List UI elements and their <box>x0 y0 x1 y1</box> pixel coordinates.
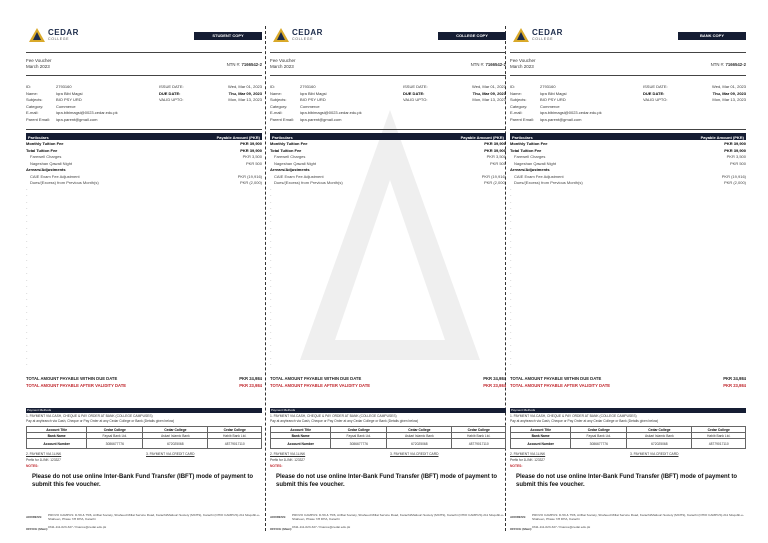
payment-header: Payment Methods <box>270 408 506 413</box>
total-after-value: PKR 23,984 <box>483 383 506 388</box>
filler-dash: - <box>26 257 28 262</box>
total-due-label: TOTAL AMOUNT PAYABLE WITHIN DUE DATE <box>270 376 362 381</box>
address: PROVO CAMPUS: D-59 & 75/6, Arifbai Society, Shaheed Millat Service Road, Karachi/Matlouri Society (MCHS), Karachi (OHIO CAMPUS) 211 Moqobb-e-Shaheen, Phase 7/8 DHA, Karachi <box>292 513 505 521</box>
total-after-label: TOTAL AMOUNT PAYABLE AFTER VALIDITY DATE <box>510 383 611 388</box>
footer: ADDRESS: PROVO CAMPUS: D-59 & 75/6, Arifbai Society, Shaheed Millat Service Road, Karachi/Matlouri Society (MCHS), Karachi (OHIO CAMPUS) 211 Moqobb-e-Shaheen, Phase 7/8 DHA, Karachi OFFICE (Main): 0311-111-023-327 / finance@cedar.edu.pk <box>510 513 745 531</box>
filler-dash: - <box>510 244 512 249</box>
filler-dash: - <box>510 192 512 197</box>
filler-dash: - <box>270 328 272 334</box>
particulars-filler <box>270 186 506 368</box>
brand-sub: COLLEGE <box>292 37 314 41</box>
voucher-header <box>510 26 746 46</box>
filler-dash: - <box>26 263 28 269</box>
payment-header: Payment Methods <box>510 408 746 413</box>
total-due-label: TOTAL AMOUNT PAYABLE WITHIN DUE DATE <box>510 376 602 381</box>
filler-dash: - <box>270 361 272 366</box>
filler-dash: - <box>270 309 272 314</box>
notes-label: NOTES: <box>270 464 283 468</box>
total-due-value: PKR 24,984 <box>239 376 262 381</box>
filler-dash: - <box>510 361 512 366</box>
particulars-row: Arrears/Adjustments <box>510 167 550 172</box>
payment-option-3: 3. PAYMENT VIA CREDIT CARD <box>390 452 439 456</box>
due-date: Thu, Mar 09, 2023 <box>228 90 262 96</box>
filler-dash: - <box>510 270 512 275</box>
filler-dash: - <box>270 354 272 360</box>
filler-dash: - <box>26 270 28 275</box>
prefix-1link: Prefix for 1LINK: 123327 <box>26 458 61 462</box>
total-due-value: PKR 24,984 <box>483 376 506 381</box>
filler-dash: - <box>510 315 512 321</box>
filler-dash: - <box>270 289 272 295</box>
particulars-row: Dues/(Excess) from Previous Month(s) PKR (2,000) <box>514 180 746 185</box>
due-date: Thu, Mar 09, 2023 <box>712 90 746 96</box>
student-info: ID: 2793160 ISSUE DATE: Wed, Mar 01, 2023 Name: Iqra Bibi Magsi DUE DATE: Thu, Mar 09, 2023 Subjects: BIO PSY URD VALID UPTO: Mon, Mar 13, 2023 Category: Commerce E-mail: iqra.bibimagsi@0023.cedar.edu.pk Parent Email: iqra.parent@gmail.com <box>270 84 506 122</box>
payment-option-1-note: Pay at anybranch via Cash, Cheque or Pay Order at any Cedar College or Bank (Details given below) <box>510 419 659 423</box>
filler-dash: - <box>510 348 512 353</box>
particulars-row: Nageshan Qawali Night PKR 500 <box>514 160 746 166</box>
brand-name: CEDAR <box>48 28 79 37</box>
filler-dash: - <box>26 198 28 204</box>
office-contact: 0311-111-023-327 / finance@cedar.edu.pk <box>292 525 351 529</box>
voucher-title-row <box>270 57 506 71</box>
voucher-header <box>26 26 262 46</box>
total-after-value: PKR 23,984 <box>239 383 262 388</box>
issue-date: Wed, Mar 01, 2023 <box>228 84 262 89</box>
ntn-number: NTN #: 7166542-2 <box>226 62 262 67</box>
filler-dash: - <box>26 276 28 282</box>
filler-dash: - <box>26 354 28 360</box>
cedar-logo-icon <box>512 27 530 45</box>
copy-divider <box>265 26 266 531</box>
particulars-table <box>270 133 506 369</box>
filler-dash: - <box>26 335 28 340</box>
bank-table: Account Title Cedar College Cedar College Cedar College Bank Name Faysal Bank Ltd. Askari Islamic Bank Habib Bank Ltd. Account Number 3086677776 672025068 48779017110 <box>270 426 506 449</box>
student-email: iqra.bibimagsi@0023.cedar.edu.pk <box>540 110 602 115</box>
student-category: Commerce <box>300 103 320 109</box>
prefix-1link: Prefix for 1LINK: 123327 <box>510 458 545 462</box>
voucher-title: Fee Voucher <box>26 58 52 63</box>
filler-dash: - <box>270 322 272 327</box>
voucher-title: Fee Voucher <box>270 58 296 63</box>
student-subjects: BIO PSY URD <box>300 97 326 102</box>
particulars-header: Particulars Payable Amount (PKR) <box>28 134 260 140</box>
office-contact: 0311-111-023-327 / finance@cedar.edu.pk <box>48 525 107 529</box>
filler-dash: - <box>270 231 272 236</box>
particulars-rows <box>26 140 262 186</box>
filler-dash: - <box>510 198 512 204</box>
copy-type-badge: STUDENT COPY <box>194 32 262 40</box>
parent-email: iqra.parent@gmail.com <box>300 116 342 122</box>
brand-sub: COLLEGE <box>532 37 554 41</box>
particulars-header: Particulars Payable Amount (PKR) <box>512 134 744 140</box>
payment-option-2: 2. PAYMENT VIA 1LINK <box>26 452 62 456</box>
particulars-row: Nageshan Qawali Night PKR 500 <box>30 160 262 166</box>
issue-date: Wed, Mar 01, 2023 <box>472 84 506 89</box>
filler-dash: - <box>26 341 28 347</box>
particulars-row: Total Tuition Fee PKR 39,900 <box>510 147 746 153</box>
filler-dash: - <box>26 361 28 366</box>
filler-dash: - <box>26 283 28 288</box>
totals <box>270 375 506 389</box>
payment-methods <box>510 408 746 489</box>
particulars-row: Farewell Charges PKR 3,500 <box>514 154 746 159</box>
particulars-row: Monthly Tuition Fee PKR 39,900 <box>26 141 262 146</box>
header-rule <box>270 52 506 53</box>
ibft-warning: Please do not use online Inter-Bank Fund Transfer (IBFT) mode of payment to submit this fee voucher. <box>516 474 738 488</box>
student-category: Commerce <box>56 103 76 109</box>
particulars-row: Farewell Charges PKR 3,500 <box>30 154 262 159</box>
particulars-filler <box>26 186 262 368</box>
payment-methods <box>26 408 262 489</box>
payment-header: Payment Methods <box>26 408 262 413</box>
filler-dash: - <box>510 218 512 223</box>
title-rule <box>270 75 506 76</box>
parent-email: iqra.parent@gmail.com <box>56 116 98 122</box>
valid-date: Mon, Mar 13, 2023 <box>472 97 506 102</box>
particulars-table <box>510 133 746 369</box>
voucher-month: March 2023 <box>26 64 50 69</box>
filler-dash: - <box>26 289 28 295</box>
filler-dash: - <box>270 296 272 301</box>
ibft-warning: Please do not use online Inter-Bank Fund Transfer (IBFT) mode of payment to submit this fee voucher. <box>276 474 498 488</box>
student-info: ID: 2793160 ISSUE DATE: Wed, Mar 01, 2023 Name: Iqra Bibi Magsi DUE DATE: Thu, Mar 09, 2023 Subjects: BIO PSY URD VALID UPTO: Mon, Mar 13, 2023 Category: Commerce E-mail: iqra.bibimagsi@0023.cedar.edu.pk Parent Email: iqra.parent@gmail.com <box>26 84 262 122</box>
valid-date: Mon, Mar 13, 2023 <box>228 97 262 102</box>
filler-dash: - <box>510 237 512 243</box>
filler-dash: - <box>510 224 512 230</box>
particulars-rows <box>510 140 746 186</box>
voucher-title: Fee Voucher <box>510 58 536 63</box>
address: PROVO CAMPUS: D-59 & 75/6, Arifbai Society, Shaheed Millat Service Road, Karachi/Matlouri Society (MCHS), Karachi (OHIO CAMPUS) 211 Moqobb-e-Shaheen, Phase 7/8 DHA, Karachi <box>48 513 261 521</box>
filler-dash: - <box>26 322 28 327</box>
filler-dash: - <box>26 211 28 217</box>
header-rule <box>26 52 262 53</box>
filler-dash: - <box>26 192 28 197</box>
student-name: Iqra Bibi Magsi <box>540 90 567 96</box>
notes-label: NOTES: <box>26 464 39 468</box>
voucher-title-row <box>26 57 262 71</box>
filler-dash: - <box>510 354 512 360</box>
filler-dash: - <box>26 348 28 353</box>
filler-dash: - <box>510 335 512 340</box>
address: PROVO CAMPUS: D-59 & 75/6, Arifbai Society, Shaheed Millat Service Road, Karachi/Matlouri Society (MCHS), Karachi (OHIO CAMPUS) 211 Moqobb-e-Shaheen, Phase 7/8 DHA, Karachi <box>532 513 745 521</box>
issue-date: Wed, Mar 01, 2023 <box>712 84 746 89</box>
filler-dash: - <box>510 211 512 217</box>
office-contact: 0311-111-023-327 / finance@cedar.edu.pk <box>532 525 591 529</box>
copy-type-badge: COLLEGE COPY <box>438 32 506 40</box>
brand-sub: COLLEGE <box>48 37 70 41</box>
filler-dash: - <box>270 302 272 308</box>
payment-option-1: 1. PAYMENT VIA CASH, CHEQUE & PAY ORDER AT BANK (COLLEGE CAMPUSES) <box>270 414 397 418</box>
particulars-row: Arrears/Adjustments <box>270 167 310 172</box>
payment-option-2: 2. PAYMENT VIA 1LINK <box>270 452 306 456</box>
total-due-value: PKR 24,984 <box>723 376 746 381</box>
ntn-number: NTN #: 7166542-2 <box>470 62 506 67</box>
particulars-header: Particulars Payable Amount (PKR) <box>272 134 504 140</box>
voucher-bank-copy <box>510 26 746 531</box>
filler-dash: - <box>510 257 512 262</box>
filler-dash: - <box>26 185 28 191</box>
payment-option-1: 1. PAYMENT VIA CASH, CHEQUE & PAY ORDER AT BANK (COLLEGE CAMPUSES) <box>510 414 637 418</box>
particulars-row: Monthly Tuition Fee PKR 39,900 <box>510 141 746 146</box>
student-name: Iqra Bibi Magsi <box>56 90 83 96</box>
filler-dash: - <box>270 257 272 262</box>
payment-option-1-note: Pay at anybranch via Cash, Cheque or Pay Order at any Cedar College or Bank (Details given below) <box>270 419 419 423</box>
filler-dash: - <box>270 185 272 191</box>
filler-dash: - <box>270 283 272 288</box>
filler-dash: - <box>26 218 28 223</box>
filler-dash: - <box>26 302 28 308</box>
filler-dash: - <box>510 328 512 334</box>
totals <box>26 375 262 389</box>
particulars-table <box>26 133 262 369</box>
filler-dash: - <box>270 276 272 282</box>
payment-option-1-note: Pay at anybranch via Cash, Cheque or Pay Order at any Cedar College or Bank (Details given below) <box>26 419 175 423</box>
filler-dash: - <box>270 198 272 204</box>
payment-option-2: 2. PAYMENT VIA 1LINK <box>510 452 546 456</box>
particulars-row: Monthly Tuition Fee PKR 39,900 <box>270 141 506 146</box>
particulars-filler <box>510 186 746 368</box>
total-after-label: TOTAL AMOUNT PAYABLE AFTER VALIDITY DATE <box>270 383 371 388</box>
total-after-label: TOTAL AMOUNT PAYABLE AFTER VALIDITY DATE <box>26 383 127 388</box>
payment-option-1: 1. PAYMENT VIA CASH, CHEQUE & PAY ORDER AT BANK (COLLEGE CAMPUSES) <box>26 414 153 418</box>
voucher-month: March 2023 <box>510 64 534 69</box>
filler-dash: - <box>510 309 512 314</box>
parent-email: iqra.parent@gmail.com <box>540 116 582 122</box>
particulars-row: Total Tuition Fee PKR 39,900 <box>270 147 506 153</box>
filler-dash: - <box>270 335 272 340</box>
payment-methods <box>270 408 506 489</box>
filler-dash: - <box>510 341 512 347</box>
total-after-value: PKR 23,984 <box>723 383 746 388</box>
prefix-1link: Prefix for 1LINK: 123327 <box>270 458 305 462</box>
cedar-logo-icon <box>28 27 46 45</box>
info-rule <box>270 129 506 130</box>
filler-dash: - <box>270 205 272 210</box>
header-rule <box>510 52 746 53</box>
particulars-row: Arrears/Adjustments <box>26 167 66 172</box>
voucher-college-copy <box>270 26 506 531</box>
info-rule <box>510 129 746 130</box>
brand-name: CEDAR <box>532 28 563 37</box>
filler-dash: - <box>26 237 28 243</box>
title-rule <box>26 75 262 76</box>
particulars-row: Dues/(Excess) from Previous Month(s) PKR (2,000) <box>274 180 506 185</box>
due-date: Thu, Mar 09, 2023 <box>472 90 506 96</box>
filler-dash: - <box>270 270 272 275</box>
particulars-row: CAIE Exam Fee Adjustment PKR (19,916) <box>274 173 506 179</box>
student-name: Iqra Bibi Magsi <box>300 90 327 96</box>
valid-date: Mon, Mar 13, 2023 <box>712 97 746 102</box>
particulars-row: Nageshan Qawali Night PKR 500 <box>274 160 506 166</box>
filler-dash: - <box>26 296 28 301</box>
bank-table: Account Title Cedar College Cedar College Cedar College Bank Name Faysal Bank Ltd. Askari Islamic Bank Habib Bank Ltd. Account Number 3086677776 672025068 48779017110 <box>26 426 262 449</box>
title-rule <box>510 75 746 76</box>
student-id: 2793160 <box>56 84 72 89</box>
student-id: 2793160 <box>300 84 316 89</box>
ibft-warning: Please do not use online Inter-Bank Fund Transfer (IBFT) mode of payment to submit this fee voucher. <box>32 474 254 488</box>
footer: ADDRESS: PROVO CAMPUS: D-59 & 75/6, Arifbai Society, Shaheed Millat Service Road, Karachi/Matlouri Society (MCHS), Karachi (OHIO CAMPUS) 211 Moqobb-e-Shaheen, Phase 7/8 DHA, Karachi OFFICE (Main): 0311-111-023-327 / finance@cedar.edu.pk <box>26 513 261 531</box>
total-due-label: TOTAL AMOUNT PAYABLE WITHIN DUE DATE <box>26 376 118 381</box>
payment-option-3: 3. PAYMENT VIA CREDIT CARD <box>630 452 679 456</box>
filler-dash: - <box>510 283 512 288</box>
particulars-rows <box>270 140 506 186</box>
filler-dash: - <box>510 205 512 210</box>
student-info: ID: 2793160 ISSUE DATE: Wed, Mar 01, 2023 Name: Iqra Bibi Magsi DUE DATE: Thu, Mar 09, 2023 Subjects: BIO PSY URD VALID UPTO: Mon, Mar 13, 2023 Category: Commerce E-mail: iqra.bibimagsi@0023.cedar.edu.pk Parent Email: iqra.parent@gmail.com <box>510 84 746 122</box>
filler-dash: - <box>270 244 272 249</box>
filler-dash: - <box>270 348 272 353</box>
filler-dash: - <box>270 341 272 347</box>
filler-dash: - <box>510 263 512 269</box>
filler-dash: - <box>26 224 28 230</box>
filler-dash: - <box>26 244 28 249</box>
cedar-logo-icon <box>272 27 290 45</box>
particulars-row: Dues/(Excess) from Previous Month(s) PKR (2,000) <box>30 180 262 185</box>
particulars-row: Total Tuition Fee PKR 39,900 <box>26 147 262 153</box>
filler-dash: - <box>26 231 28 236</box>
filler-dash: - <box>510 302 512 308</box>
filler-dash: - <box>270 192 272 197</box>
filler-dash: - <box>510 276 512 282</box>
voucher-month: March 2023 <box>270 64 294 69</box>
totals <box>510 375 746 389</box>
student-subjects: BIO PSY URD <box>540 97 566 102</box>
filler-dash: - <box>510 250 512 256</box>
filler-dash: - <box>270 224 272 230</box>
voucher-header <box>270 26 506 46</box>
student-email: iqra.bibimagsi@0023.cedar.edu.pk <box>300 110 362 115</box>
student-id: 2793160 <box>540 84 556 89</box>
filler-dash: - <box>26 309 28 314</box>
filler-dash: - <box>270 263 272 269</box>
filler-dash: - <box>510 289 512 295</box>
info-rule <box>26 129 262 130</box>
filler-dash: - <box>270 211 272 217</box>
filler-dash: - <box>510 185 512 191</box>
student-subjects: BIO PSY URD <box>56 97 82 102</box>
filler-dash: - <box>26 328 28 334</box>
filler-dash: - <box>270 237 272 243</box>
particulars-row: CAIE Exam Fee Adjustment PKR (19,916) <box>514 173 746 179</box>
filler-dash: - <box>26 250 28 256</box>
particulars-row: CAIE Exam Fee Adjustment PKR (19,916) <box>30 173 262 179</box>
footer: ADDRESS: PROVO CAMPUS: D-59 & 75/6, Arifbai Society, Shaheed Millat Service Road, Karachi/Matlouri Society (MCHS), Karachi (OHIO CAMPUS) 211 Moqobb-e-Shaheen, Phase 7/8 DHA, Karachi OFFICE (Main): 0311-111-023-327 / finance@cedar.edu.pk <box>270 513 505 531</box>
brand-name: CEDAR <box>292 28 323 37</box>
payment-option-3: 3. PAYMENT VIA CREDIT CARD <box>146 452 195 456</box>
voucher-title-row <box>510 57 746 71</box>
filler-dash: - <box>26 315 28 321</box>
copy-type-badge: BANK COPY <box>678 32 746 40</box>
student-category: Commerce <box>540 103 560 109</box>
filler-dash: - <box>270 315 272 321</box>
filler-dash: - <box>510 296 512 301</box>
particulars-row: Farewell Charges PKR 3,500 <box>274 154 506 159</box>
student-email: iqra.bibimagsi@0023.cedar.edu.pk <box>56 110 118 115</box>
filler-dash: - <box>510 322 512 327</box>
filler-dash: - <box>510 231 512 236</box>
filler-dash: - <box>270 250 272 256</box>
notes-label: NOTES: <box>510 464 523 468</box>
voucher-student-copy <box>26 26 262 531</box>
filler-dash: - <box>270 218 272 223</box>
bank-table: Account Title Cedar College Cedar College Cedar College Bank Name Faysal Bank Ltd. Askari Islamic Bank Habib Bank Ltd. Account Number 3086677776 672025068 48779017110 <box>510 426 746 449</box>
ntn-number: NTN #: 7166542-2 <box>710 62 746 67</box>
filler-dash: - <box>26 205 28 210</box>
